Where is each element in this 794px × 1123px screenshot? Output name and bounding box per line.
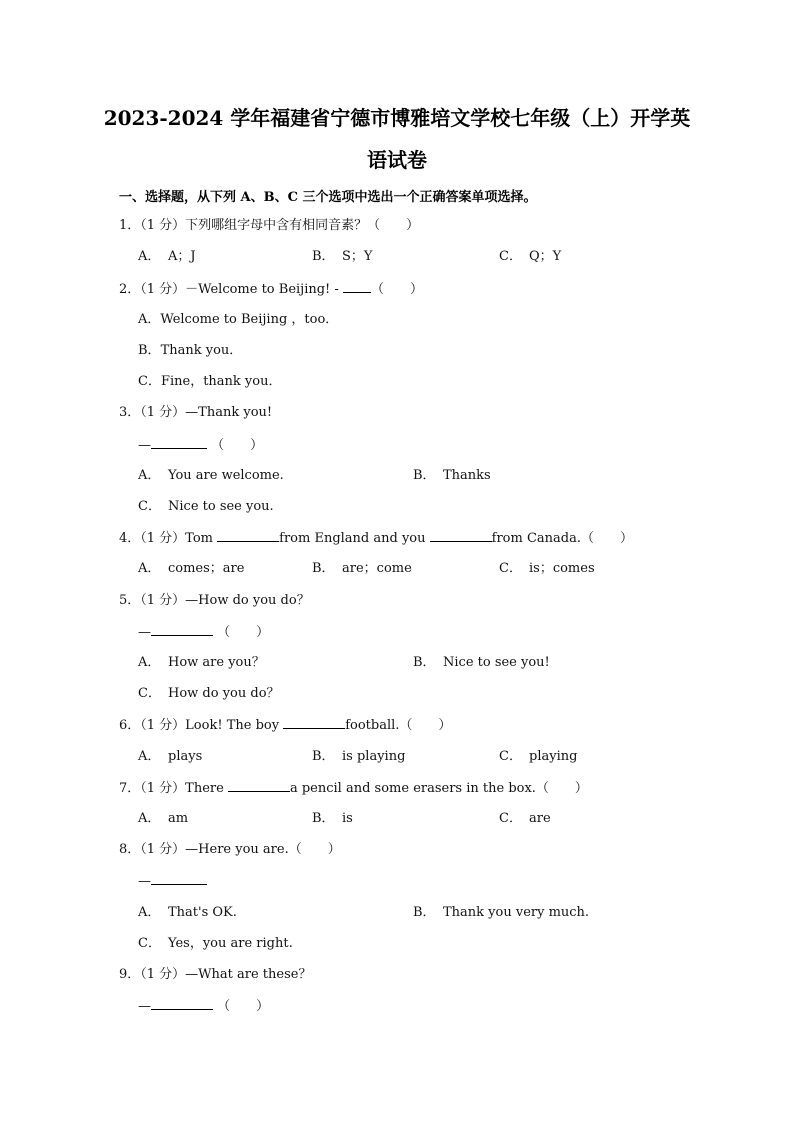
answer-blank[interactable] <box>283 716 345 729</box>
question-4-option-c[interactable]: C． is；comes <box>499 561 595 576</box>
question-5-stem: 5．（1 分）—How do you do？ <box>119 593 310 608</box>
answer-blank[interactable] <box>151 872 207 885</box>
question-5-option-a[interactable]: A． How are you？ <box>138 655 265 670</box>
question-5-option-c[interactable]: C． How do you do？ <box>138 686 280 701</box>
question-6-option-b[interactable]: B． is playing <box>312 749 406 764</box>
question-4-option-b[interactable]: B． are；come <box>312 561 412 576</box>
question-9-stem: 9．（1 分）—What are these？ <box>119 967 312 982</box>
exam-title-line-2: 语试卷 <box>367 148 427 172</box>
question-3-option-a[interactable]: A． You are welcome. <box>138 468 284 483</box>
answer-blank[interactable] <box>151 997 213 1010</box>
question-5-option-b[interactable]: B． Nice to see you! <box>413 655 550 670</box>
answer-blank[interactable] <box>343 280 371 293</box>
question-3-option-b[interactable]: B． Thanks <box>413 468 491 483</box>
answer-blank[interactable] <box>430 529 492 542</box>
question-1-option-a[interactable]: A． A；J <box>138 249 196 264</box>
question-4-option-a[interactable]: A． comes；are <box>138 561 245 576</box>
answer-blank[interactable] <box>151 436 207 449</box>
question-2-stem: 2．（1 分）－Welcome to Beijing! - （ ） <box>119 282 423 297</box>
question-5-answer-line: — （ ） <box>138 625 270 640</box>
question-6-option-a[interactable]: A． plays <box>138 749 203 764</box>
question-8-option-b[interactable]: B． Thank you very much. <box>413 905 590 920</box>
question-1-option-c[interactable]: C． Q；Y <box>499 249 562 264</box>
question-7-option-c[interactable]: C． are <box>499 811 551 826</box>
question-2-option-b[interactable]: B．Thank you． <box>138 343 243 358</box>
question-3-answer-line: — （ ） <box>138 438 264 453</box>
question-1-option-b[interactable]: B． S；Y <box>312 249 373 264</box>
question-7-stem: 7．（1 分）There a pencil and some erasers in the box.（ ） <box>119 781 588 796</box>
question-7-option-b[interactable]: B． is <box>312 811 353 826</box>
question-9-answer-line: — （ ） <box>138 999 270 1014</box>
question-1-stem: 1．（1 分）下列哪组字母中含有相同音素？（ ） <box>119 218 420 233</box>
question-3-option-c[interactable]: C． Nice to see you. <box>138 499 274 514</box>
section-heading: 一、选择题，从下列 A、B、C 三个选项中选出一个正确答案单项选择。 <box>119 190 537 205</box>
question-2-option-a[interactable]: A．Welcome to Beijing ，too． <box>138 312 339 327</box>
answer-blank[interactable] <box>217 529 279 542</box>
question-8-answer-line: — <box>138 872 207 891</box>
question-6-stem: 6．（1 分）Look! The boy football.（ ） <box>119 718 452 733</box>
question-8-option-a[interactable]: A． That's OK. <box>138 905 237 920</box>
answer-blank[interactable] <box>228 779 290 792</box>
question-8-stem: 8．（1 分）—Here you are.（ ） <box>119 842 341 857</box>
answer-blank[interactable] <box>151 623 213 636</box>
question-7-option-a[interactable]: A． am <box>138 811 189 826</box>
question-8-option-c[interactable]: C． Yes，you are right. <box>138 936 293 951</box>
question-2-option-c[interactable]: C．Fine，thank you． <box>138 374 282 389</box>
question-6-option-c[interactable]: C． playing <box>499 749 578 764</box>
exam-title-line-1: 2023-2024 学年福建省宁德市博雅培文学校七年级（上）开学英 <box>103 106 691 130</box>
question-3-stem: 3．（1 分）—Thank you! <box>119 405 273 420</box>
question-4-stem: 4．（1 分）Tom from England and you from Canada.（ ） <box>119 531 633 546</box>
